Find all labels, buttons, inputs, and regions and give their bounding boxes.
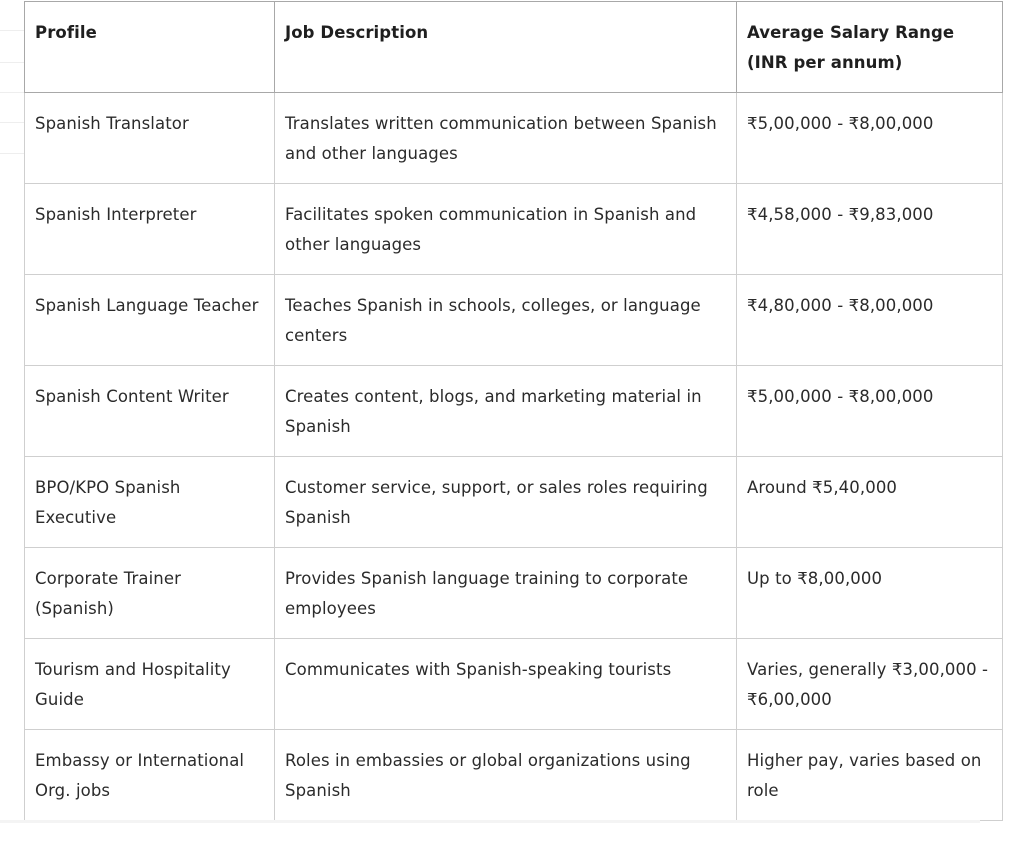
description-cell: Provides Spanish language training to corporate employees bbox=[275, 548, 737, 639]
profile-cell: Spanish Interpreter bbox=[25, 184, 275, 275]
table-row bbox=[25, 548, 1003, 639]
table-row bbox=[25, 184, 1003, 275]
table-bottom-shadow bbox=[0, 820, 980, 823]
description-cell: Customer service, support, or sales roles requiring Spanish bbox=[275, 457, 737, 548]
salary-cell: Varies, generally ₹3,00,000 - ₹6,00,000 bbox=[737, 639, 1003, 730]
description-cell: Teaches Spanish in schools, colleges, or language centers bbox=[275, 275, 737, 366]
table-row bbox=[25, 275, 1003, 366]
profile-cell: Corporate Trainer (Spanish) bbox=[25, 548, 275, 639]
table-row bbox=[25, 730, 1003, 821]
description-cell: Facilitates spoken communication in Spanish and other languages bbox=[275, 184, 737, 275]
description-cell: Creates content, blogs, and marketing material in Spanish bbox=[275, 366, 737, 457]
table-row bbox=[25, 366, 1003, 457]
gutter-line bbox=[0, 122, 24, 123]
salary-cell: Up to ₹8,00,000 bbox=[737, 548, 1003, 639]
gutter-line bbox=[0, 30, 24, 31]
description-cell: Roles in embassies or global organizations using Spanish bbox=[275, 730, 737, 821]
gutter-line bbox=[0, 62, 24, 63]
header-profile: Profile bbox=[25, 2, 275, 93]
salary-cell: ₹5,00,000 - ₹8,00,000 bbox=[737, 93, 1003, 184]
gutter-line bbox=[0, 92, 24, 93]
table-row bbox=[25, 639, 1003, 730]
profile-cell: BPO/KPO Spanish Executive bbox=[25, 457, 275, 548]
salary-cell: Around ₹5,40,000 bbox=[737, 457, 1003, 548]
header-salary-range: Average Salary Range (INR per annum) bbox=[737, 2, 1003, 93]
header-job-description: Job Description bbox=[275, 2, 737, 93]
description-cell: Communicates with Spanish-speaking tourists bbox=[275, 639, 737, 730]
description-cell: Translates written communication between Spanish and other languages bbox=[275, 93, 737, 184]
gutter-line bbox=[0, 153, 24, 154]
profile-cell: Spanish Content Writer bbox=[25, 366, 275, 457]
salary-cell: ₹4,58,000 - ₹9,83,000 bbox=[737, 184, 1003, 275]
salary-table bbox=[24, 1, 1003, 821]
profile-cell: Spanish Translator bbox=[25, 93, 275, 184]
profile-cell: Spanish Language Teacher bbox=[25, 275, 275, 366]
salary-cell: ₹4,80,000 - ₹8,00,000 bbox=[737, 275, 1003, 366]
salary-cell: ₹5,00,000 - ₹8,00,000 bbox=[737, 366, 1003, 457]
salary-cell: Higher pay, varies based on role bbox=[737, 730, 1003, 821]
profile-cell: Tourism and Hospitality Guide bbox=[25, 639, 275, 730]
table-row bbox=[25, 457, 1003, 548]
profile-cell: Embassy or International Org. jobs bbox=[25, 730, 275, 821]
table-header-row bbox=[25, 2, 1003, 93]
table-row bbox=[25, 93, 1003, 184]
